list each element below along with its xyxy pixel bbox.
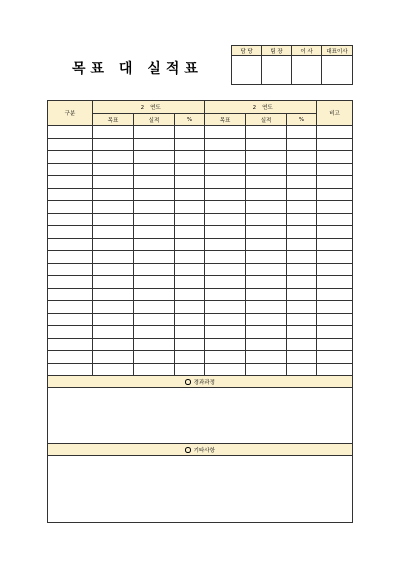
category-header: 구분 <box>48 101 93 126</box>
table-cell[interactable] <box>175 338 205 351</box>
table-cell[interactable] <box>93 226 134 239</box>
table-cell[interactable] <box>246 138 287 151</box>
table-cell[interactable] <box>48 176 93 189</box>
sub-header-percent-2: % <box>287 114 317 126</box>
table-cell[interactable] <box>175 176 205 189</box>
table-row <box>48 313 353 326</box>
table-cell[interactable] <box>93 288 134 301</box>
data-rows <box>48 126 353 376</box>
table-cell[interactable] <box>287 301 317 314</box>
approval-header-team-lead: 팀 장 <box>262 46 292 56</box>
table-cell[interactable] <box>175 238 205 251</box>
table-cell[interactable] <box>93 251 134 264</box>
table-cell[interactable] <box>287 151 317 164</box>
table-cell[interactable] <box>246 188 287 201</box>
table-cell[interactable] <box>205 301 246 314</box>
table-cell[interactable] <box>175 226 205 239</box>
table-cell[interactable] <box>317 301 353 314</box>
table-cell[interactable] <box>246 338 287 351</box>
table-row <box>48 226 353 239</box>
table-cell[interactable] <box>93 263 134 276</box>
table-cell[interactable] <box>287 326 317 339</box>
table-cell[interactable] <box>93 326 134 339</box>
sub-header-actual-1: 실적 <box>134 114 175 126</box>
progress-section-label: 경과과정 <box>193 379 215 386</box>
year-number-1[interactable]: 2 <box>140 105 145 111</box>
table-cell[interactable] <box>93 301 134 314</box>
table-cell[interactable] <box>205 226 246 239</box>
table-cell[interactable] <box>317 338 353 351</box>
table-cell[interactable] <box>287 188 317 201</box>
table-cell[interactable] <box>287 138 317 151</box>
table-cell[interactable] <box>48 201 93 214</box>
table-cell[interactable] <box>175 188 205 201</box>
table-cell[interactable] <box>287 213 317 226</box>
table-cell[interactable] <box>93 213 134 226</box>
table-cell[interactable] <box>48 226 93 239</box>
table-cell[interactable] <box>93 313 134 326</box>
other-section-header <box>48 444 353 456</box>
table-row <box>48 263 353 276</box>
approval-sign-ceo[interactable] <box>322 56 353 85</box>
table-cell[interactable] <box>287 276 317 289</box>
table-cell[interactable] <box>175 251 205 264</box>
approval-sign-team-lead[interactable] <box>262 56 292 85</box>
table-cell[interactable] <box>48 288 93 301</box>
table-cell[interactable] <box>93 163 134 176</box>
approval-header-staff: 담 당 <box>232 46 262 56</box>
table-cell[interactable] <box>48 138 93 151</box>
table-cell[interactable] <box>134 301 175 314</box>
table-cell[interactable] <box>48 338 93 351</box>
table-cell[interactable] <box>205 326 246 339</box>
table-cell[interactable] <box>317 188 353 201</box>
table-cell[interactable] <box>48 188 93 201</box>
table-cell[interactable] <box>246 151 287 164</box>
table-row <box>48 138 353 151</box>
table-cell[interactable] <box>287 338 317 351</box>
table-cell[interactable] <box>134 326 175 339</box>
table-cell[interactable] <box>246 351 287 364</box>
table-cell[interactable] <box>317 363 353 376</box>
table-cell[interactable] <box>48 213 93 226</box>
table-row <box>48 163 353 176</box>
table-cell[interactable] <box>317 288 353 301</box>
table-cell[interactable] <box>317 151 353 164</box>
approval-sign-staff[interactable] <box>232 56 262 85</box>
table-cell[interactable] <box>205 251 246 264</box>
table-cell[interactable] <box>246 301 287 314</box>
table-cell[interactable] <box>93 188 134 201</box>
table-cell[interactable] <box>93 351 134 364</box>
table-cell[interactable] <box>134 176 175 189</box>
approval-header-ceo: 대표이사 <box>322 46 353 56</box>
table-cell[interactable] <box>317 176 353 189</box>
table-cell[interactable] <box>287 238 317 251</box>
year-label-1: 연도 <box>150 105 161 111</box>
progress-section-header <box>48 376 353 388</box>
table-cell[interactable] <box>246 326 287 339</box>
table-cell[interactable] <box>175 326 205 339</box>
table-cell[interactable] <box>205 138 246 151</box>
table-cell[interactable] <box>134 126 175 139</box>
table-cell[interactable] <box>175 263 205 276</box>
table-cell[interactable] <box>93 126 134 139</box>
other-notes-area[interactable] <box>48 456 353 523</box>
table-cell[interactable] <box>175 213 205 226</box>
table-cell[interactable] <box>205 263 246 276</box>
table-cell[interactable] <box>134 151 175 164</box>
table-cell[interactable] <box>287 176 317 189</box>
approval-sign-director[interactable] <box>292 56 322 85</box>
table-cell[interactable] <box>48 238 93 251</box>
table-cell[interactable] <box>317 213 353 226</box>
table-cell[interactable] <box>317 326 353 339</box>
table-cell[interactable] <box>246 126 287 139</box>
table-cell[interactable] <box>205 176 246 189</box>
table-cell[interactable] <box>134 163 175 176</box>
other-section-label: 기타사항 <box>193 447 215 454</box>
table-cell[interactable] <box>317 138 353 151</box>
year-group-header-1 <box>93 101 205 114</box>
table-cell[interactable] <box>93 201 134 214</box>
table-cell[interactable] <box>246 226 287 239</box>
table-cell[interactable] <box>246 263 287 276</box>
table-cell[interactable] <box>175 276 205 289</box>
table-row <box>48 126 353 139</box>
table-cell[interactable] <box>287 163 317 176</box>
table-cell[interactable] <box>175 138 205 151</box>
table-cell[interactable] <box>317 163 353 176</box>
table-row <box>48 326 353 339</box>
table-cell[interactable] <box>48 151 93 164</box>
table-cell[interactable] <box>48 301 93 314</box>
table-cell[interactable] <box>287 363 317 376</box>
table-cell[interactable] <box>93 151 134 164</box>
table-cell[interactable] <box>48 313 93 326</box>
sub-header-target-2: 목표 <box>205 114 246 126</box>
table-cell[interactable] <box>48 263 93 276</box>
table-cell[interactable] <box>93 276 134 289</box>
table-cell[interactable] <box>93 138 134 151</box>
table-cell[interactable] <box>48 163 93 176</box>
table-cell[interactable] <box>134 138 175 151</box>
table-cell[interactable] <box>317 226 353 239</box>
table-cell[interactable] <box>287 313 317 326</box>
table-cell[interactable] <box>205 126 246 139</box>
table-row <box>48 288 353 301</box>
table-cell[interactable] <box>246 251 287 264</box>
table-cell[interactable] <box>287 126 317 139</box>
table-cell[interactable] <box>175 351 205 364</box>
table-cell[interactable] <box>317 351 353 364</box>
table-row <box>48 363 353 376</box>
approval-table <box>231 45 353 85</box>
table-cell[interactable] <box>134 313 175 326</box>
table-cell[interactable] <box>48 326 93 339</box>
table-cell[interactable] <box>205 238 246 251</box>
table-cell[interactable] <box>134 338 175 351</box>
table-cell[interactable] <box>246 288 287 301</box>
table-row <box>48 338 353 351</box>
approval-header-director: 이 사 <box>292 46 322 56</box>
table-cell[interactable] <box>287 201 317 214</box>
table-cell[interactable] <box>287 351 317 364</box>
table-cell[interactable] <box>205 363 246 376</box>
table-cell[interactable] <box>48 126 93 139</box>
table-cell[interactable] <box>205 151 246 164</box>
table-row <box>48 351 353 364</box>
table-row <box>48 176 353 189</box>
table-cell[interactable] <box>317 263 353 276</box>
target-vs-actual-table <box>47 100 353 523</box>
table-row <box>48 151 353 164</box>
table-cell[interactable] <box>205 276 246 289</box>
table-cell[interactable] <box>134 213 175 226</box>
table-row <box>48 238 353 251</box>
sub-header-percent-1: % <box>175 114 205 126</box>
table-cell[interactable] <box>175 288 205 301</box>
table-cell[interactable] <box>205 188 246 201</box>
table-cell[interactable] <box>246 213 287 226</box>
remarks-header: 비고 <box>317 101 353 126</box>
table-cell[interactable] <box>134 188 175 201</box>
table-cell[interactable] <box>287 226 317 239</box>
table-cell[interactable] <box>317 201 353 214</box>
table-cell[interactable] <box>317 276 353 289</box>
table-row <box>48 201 353 214</box>
table-cell[interactable] <box>48 276 93 289</box>
circle-bullet-icon <box>185 379 191 385</box>
table-cell[interactable] <box>205 313 246 326</box>
table-cell[interactable] <box>205 288 246 301</box>
table-cell[interactable] <box>205 351 246 364</box>
table-cell[interactable] <box>175 163 205 176</box>
table-cell[interactable] <box>287 263 317 276</box>
table-cell[interactable] <box>246 238 287 251</box>
document-title: 목표 대 실적표 <box>72 61 203 77</box>
table-cell[interactable] <box>287 288 317 301</box>
table-cell[interactable] <box>134 288 175 301</box>
table-cell[interactable] <box>246 201 287 214</box>
table-cell[interactable] <box>93 238 134 251</box>
table-cell[interactable] <box>93 176 134 189</box>
table-cell[interactable] <box>175 126 205 139</box>
table-row <box>48 276 353 289</box>
progress-notes-area[interactable] <box>48 388 353 444</box>
table-cell[interactable] <box>205 163 246 176</box>
table-cell[interactable] <box>48 251 93 264</box>
table-cell[interactable] <box>134 351 175 364</box>
year-label-2: 연도 <box>262 105 273 111</box>
table-cell[interactable] <box>134 263 175 276</box>
table-cell[interactable] <box>175 363 205 376</box>
table-row <box>48 251 353 264</box>
table-row <box>48 188 353 201</box>
table-cell[interactable] <box>246 313 287 326</box>
circle-bullet-icon <box>185 447 191 453</box>
table-cell[interactable] <box>48 351 93 364</box>
year-number-2[interactable]: 2 <box>252 105 257 111</box>
table-cell[interactable] <box>175 201 205 214</box>
sub-header-actual-2: 실적 <box>246 114 287 126</box>
table-cell[interactable] <box>205 213 246 226</box>
year-group-header-2 <box>205 101 317 114</box>
table-cell[interactable] <box>317 251 353 264</box>
table-cell[interactable] <box>205 201 246 214</box>
table-cell[interactable] <box>246 163 287 176</box>
table-cell[interactable] <box>175 313 205 326</box>
table-cell[interactable] <box>175 301 205 314</box>
table-row <box>48 213 353 226</box>
table-cell[interactable] <box>205 338 246 351</box>
table-cell[interactable] <box>134 276 175 289</box>
table-cell[interactable] <box>317 313 353 326</box>
table-cell[interactable] <box>246 276 287 289</box>
table-cell[interactable] <box>134 251 175 264</box>
table-cell[interactable] <box>134 238 175 251</box>
table-cell[interactable] <box>48 363 93 376</box>
table-cell[interactable] <box>134 226 175 239</box>
table-cell[interactable] <box>246 176 287 189</box>
table-cell[interactable] <box>134 363 175 376</box>
table-row <box>48 301 353 314</box>
table-cell[interactable] <box>246 363 287 376</box>
table-cell[interactable] <box>287 251 317 264</box>
table-cell[interactable] <box>134 201 175 214</box>
sub-header-target-1: 목표 <box>93 114 134 126</box>
table-cell[interactable] <box>93 363 134 376</box>
table-cell[interactable] <box>317 126 353 139</box>
table-cell[interactable] <box>317 238 353 251</box>
table-cell[interactable] <box>93 338 134 351</box>
table-cell[interactable] <box>175 151 205 164</box>
